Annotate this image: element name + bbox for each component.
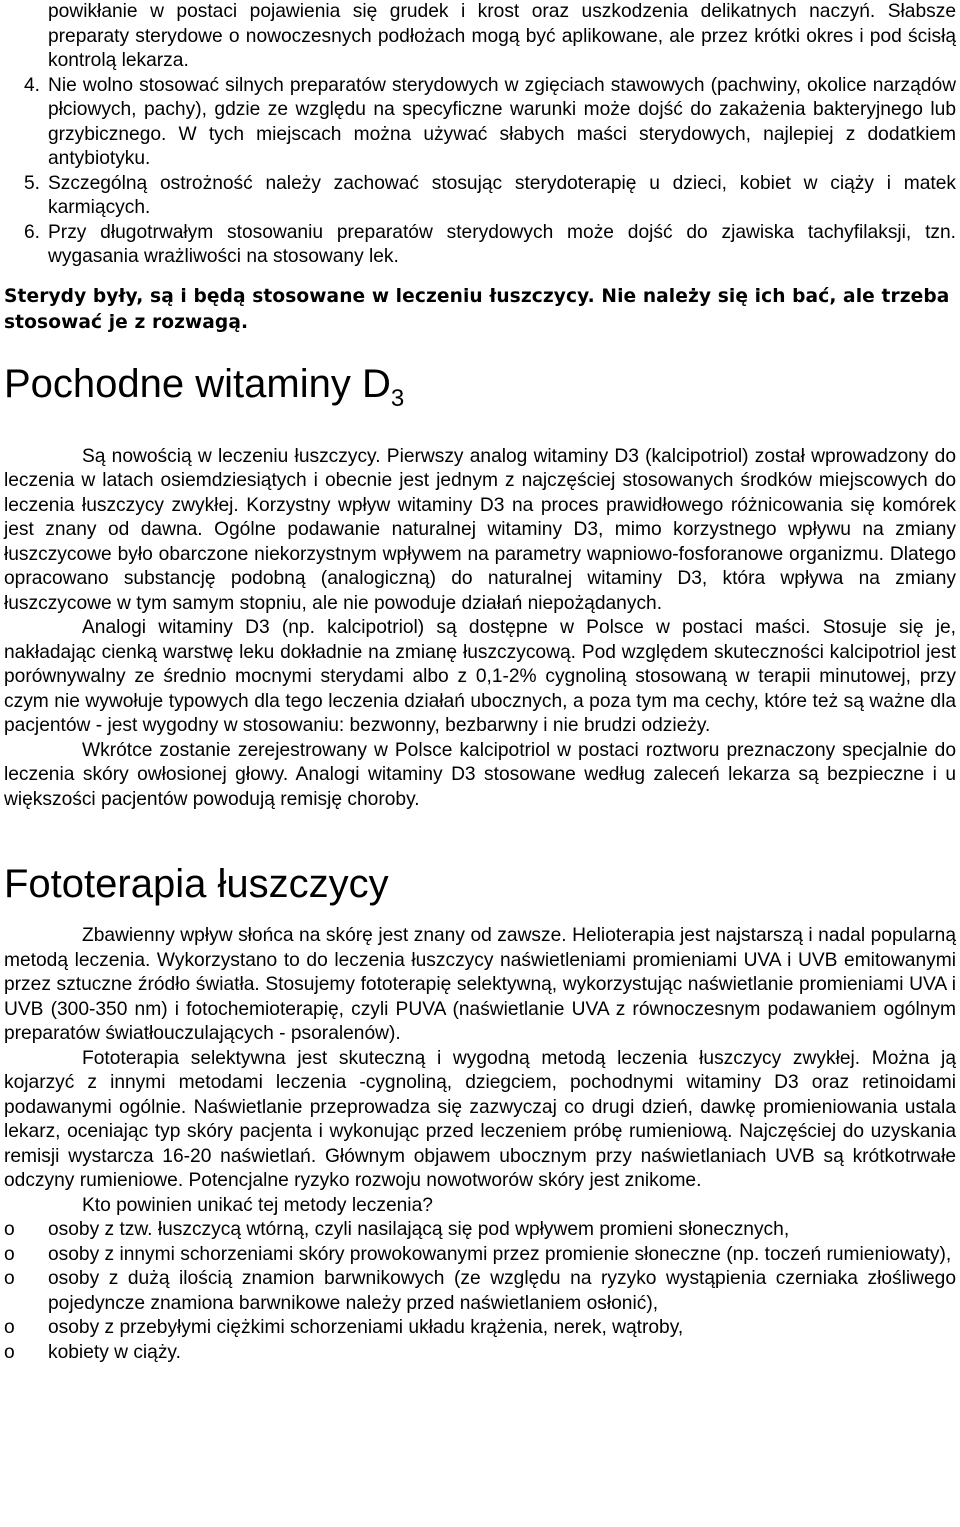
section-title-text: Pochodne witaminy D [4, 361, 391, 406]
bullet-marker: o [4, 1219, 15, 1240]
item-text: Szczególną ostrożność należy zachować stosując sterydoterapię u dzieci, kobiet w ciąży i matek karmiących. [48, 172, 956, 218]
paragraph: Zbawienny wpływ słońca na skórę jest znany od zawsze. Helioterapia jest najstarszą i nadal popularną metodą leczenia. Wykorzystano to do leczenia łuszczycy naświetleniami promieniami UVA i UVB emitowanymi przez sztuczne źródło światła. Stosujemy fototerapię selektywną, wykorzystując naświetlanie promieniami UVA i UVB (300-350 nm) i fotochemioterapię, czyli PUVA (naświetlanie UVA z równoczesnym podawaniem ogólnym preparatów światłouczulających - psoralenów). [4, 925, 956, 1044]
paragraph: Wkrótce zostanie zerejestrowany w Polsce kalcipotriol w postaci roztworu preznaczony specjalnie do leczenia skóry owłosionej głowy. Analogi witaminy D3 stosowane według zaleceń lekarza są bezpieczne i u większości pacjentów powodują remisję choroby. [4, 739, 956, 810]
paragraph: Analogi witaminy D3 (np. kalcipotriol) są dostępne w Polsce w postaci maści. Stosuje się je, nakładając cienką warstwę leku dokładnie na zmianę łuszczycową. Pod względem skuteczności kalcipotriol jest porównywalny ze średnio mocnymi sterydami albo z 0,1-2% cygnoliną stosowaną w terapii minutowej, przy czym nie wywołuje typowych dla tego leczenia działań ubocznych, a poza tym ma cechy, które też są ważne dla pacjentów - jest wygodny w stosowaniu: bezwonny, bezbarwny i nie brudzi odzieży. [4, 617, 956, 736]
document-page [4, 0, 956, 1365]
numbered-item-6 [4, 221, 956, 270]
list-item [4, 1267, 956, 1316]
paragraph: Są nowością w leczeniu łuszczycy. Pierwszy analog witaminy D3 (kalcipotriol) został wprowadzony do leczenia w latach osiemdziesiątych i obecnie jest jednym z najczęściej stosowanych środków miejscowych do leczenia łuszczycy zwykłej. Korzystny wpływ witaminy D3 na proces prawidłowego różnicowania się komórek jest znany od dawna. Ogólne podawanie naturalnej witaminy D3, mimo korzystnego wpływu na zmiany łuszczycowe było obarczone niekorzystnym wpływem na parametry wapniowo-fosforanowe organizmu. Dlatego opracowano substancję podobną (analogiczną) do naturalnej witaminy D3, która wpływa na zmiany łuszczycowe w tym samym stopniu, ale nie powoduje działań niepożądanych. [4, 445, 956, 614]
bullet-marker: o [4, 1341, 15, 1363]
item-number: 5. [24, 172, 41, 194]
paragraph: Fototerapia selektywna jest skuteczną i wygodną metodą leczenia łuszczycy zwykłej. Można ją kojarzyć z innymi metodami leczenia -cygnoliną, dziegciem, pochodnymi witaminy D3 oraz retinoidami podawanymi ogólnie. Naświetlanie przeprowadza się zazwyczaj co drugi dzień, dawkę promieniowania ustala lekarz, oceniając typ skóry pacjenta i wykonując przed leczeniem próbę rumieniową. Najczęściej do uzyskania remisji wystarcza 16-20 naświetlań. Głównym objawem ubocznym przy naświetlaniach UVB są krótkotrwałe odczyny rumieniowe. Potencjalne ryzyko rozwoju nowotworów skóry jest znikome. [4, 1047, 956, 1191]
bullet-marker: o [4, 1268, 15, 1289]
list-item [4, 1341, 956, 1366]
list-item [4, 1218, 956, 1243]
bold-statement: Sterydy były, są i będą stosowane w leczeniu łuszczycy. Nie należy się ich bać, ale trzeba stosować je z rozwagą. [4, 285, 950, 333]
list-item-text: osoby z tzw. łuszczycą wtórną, czyli nasilającą się pod wpływem promieni słonecznych, [48, 1219, 790, 1240]
continued-paragraph: powikłanie w postaci pojawienia się grudek i krost oraz uszkodzenia delikatnych naczyń. Słabsze preparaty sterydowe o nowoczesnych podłożach mogą być aplikowane, ale przez krótki okres i pod ścisłą kontrolą lekarza. [48, 1, 956, 71]
numbered-item-5 [4, 172, 956, 221]
item-text: Nie wolno stosować silnych preparatów sterydowych w zgięciach stawowych (pachwiny, okolice narządów płciowych, pachy), gdzie ze względu na specyficzne warunki może dojść do zakażenia bakteryjnego lub grzybicznego. W tych miejscach można używać słabych maści sterydowych, najlepiej z dodatkiem antybiotyku. [48, 74, 956, 169]
list-item-text: kobiety w ciąży. [48, 1341, 181, 1363]
list-item-text: osoby z przebyłymi ciężkimi schorzeniami układu krążenia, nerek, wątroby, [48, 1317, 684, 1338]
numbered-item-4 [4, 74, 956, 172]
question: Kto powinien unikać tej metody leczenia? [82, 1194, 433, 1216]
section-title-phototherapy: Fototerapia łuszczycy [4, 862, 389, 906]
list-item-text: osoby z dużą ilością znamion barwnikowych (ze względu na ryzyko wystąpienia czerniaka złośliwego pojedyncze znamiona barwnikowe należy przed naświetlaniem osłonić), [48, 1268, 956, 1314]
section-title-subscript: 3 [390, 384, 405, 412]
list-item [4, 1316, 956, 1341]
item-text: Przy długotrwałym stosowaniu preparatów sterydowych może dojść do zjawiska tachyfilaksji, tzn. wygasania wrażliwości na stosowany lek. [48, 221, 956, 267]
section-title-vitamin-d3 [4, 360, 956, 423]
list-item [4, 1243, 956, 1268]
list-item-text: osoby z innymi schorzeniami skóry prowokowanymi przez promienie słoneczne (np. toczeń rumieniowaty), [48, 1243, 952, 1265]
bullet-marker: o [4, 1243, 15, 1265]
bullet-marker: o [4, 1317, 15, 1338]
item-number: 4. [24, 74, 41, 96]
item-number: 6. [24, 221, 41, 243]
